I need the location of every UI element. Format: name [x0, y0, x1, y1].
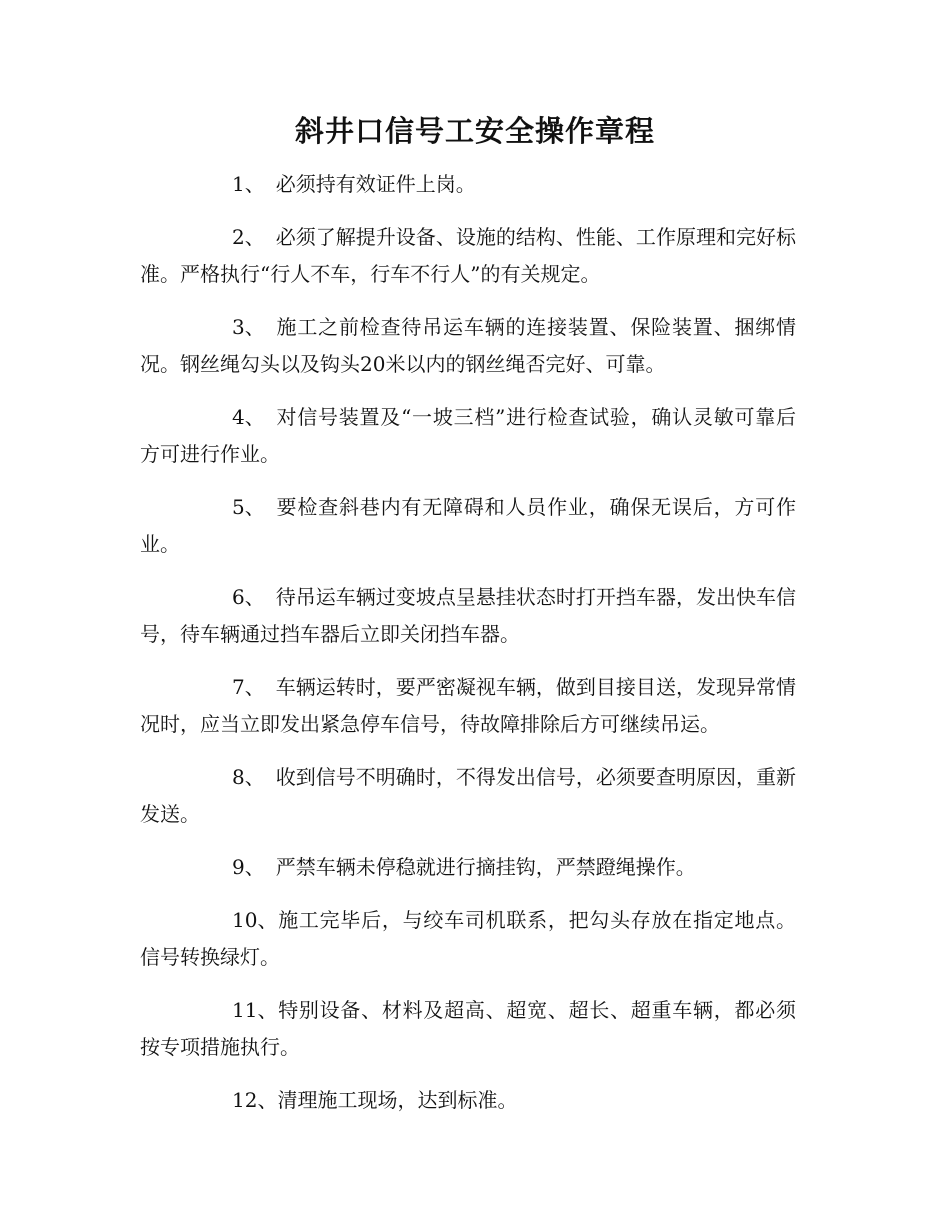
rule-number: 7、: [232, 675, 265, 699]
rule-text: 施工完毕后，与绞车司机联系，把勾头存放在指定地点。信号转换绿灯。: [140, 908, 796, 969]
rule-number: 1、: [232, 172, 265, 196]
rule-item-9: [140, 849, 796, 886]
rule-item-4: [140, 399, 796, 473]
rules-list: [140, 166, 796, 1135]
rule-number: 6、: [232, 585, 265, 609]
rule-item-5: [140, 489, 796, 563]
rule-text: 收到信号不明确时，不得发出信号，必须要查明原因，重新发送。: [140, 765, 796, 826]
rule-number: 12、: [232, 1088, 278, 1112]
rule-text: 要检查斜巷内有无障碍和人员作业，确保无误后，方可作业。: [140, 495, 796, 556]
rule-text: 特别设备、材料及超高、超宽、超长、超重车辆，都必须按专项措施执行。: [140, 998, 796, 1059]
rule-number: 4、: [232, 405, 265, 429]
rule-text: 必须持有效证件上岗。: [275, 172, 476, 196]
rule-text: 施工之前检查待吊运车辆的连接装置、保险装置、捆绑情况。钢丝绳勾头以及钩头20米以内的钢丝绳否完好、可靠。: [140, 315, 796, 376]
document-title: 斜井口信号工安全操作章程: [294, 114, 655, 148]
rule-text: 对信号装置及“一坡三档”进行检查试验，确认灵敏可靠后方可进行作业。: [140, 405, 796, 466]
rule-item-3: [140, 309, 796, 383]
rule-item-6: [140, 579, 796, 653]
rule-number: 2、: [232, 225, 265, 249]
rule-number: 8、: [232, 765, 265, 789]
rule-item-1: [140, 166, 796, 203]
rule-item-12: [140, 1082, 796, 1119]
rule-item-8: [140, 759, 796, 833]
rule-number: 5、: [232, 495, 265, 519]
rule-text: 严禁车辆未停稳就进行摘挂钩，严禁蹬绳操作。: [275, 855, 696, 879]
rule-text: 清理施工现场，达到标准。: [277, 1088, 518, 1112]
rule-number: 3、: [232, 315, 265, 339]
rule-number: 9、: [232, 855, 265, 879]
rule-text: 车辆运转时，要严密凝视车辆，做到目接目送，发现异常情况时，应当立即发出紧急停车信号，待故障排除后方可继续吊运。: [140, 675, 796, 736]
rule-item-2: [140, 219, 796, 293]
rule-text: 必须了解提升设备、设施的结构、性能、工作原理和完好标准。严格执行“行人不车，行车不行人”的有关规定。: [140, 225, 796, 286]
rule-text: 待吊运车辆过变坡点呈悬挂状态时打开挡车器，发出快车信号，待车辆通过挡车器后立即关闭挡车器。: [140, 585, 796, 646]
rule-item-10: [140, 902, 796, 976]
rule-number: 11、: [232, 998, 278, 1022]
rule-item-7: [140, 669, 796, 743]
rule-number: 10、: [232, 908, 278, 932]
rule-item-11: [140, 992, 796, 1066]
